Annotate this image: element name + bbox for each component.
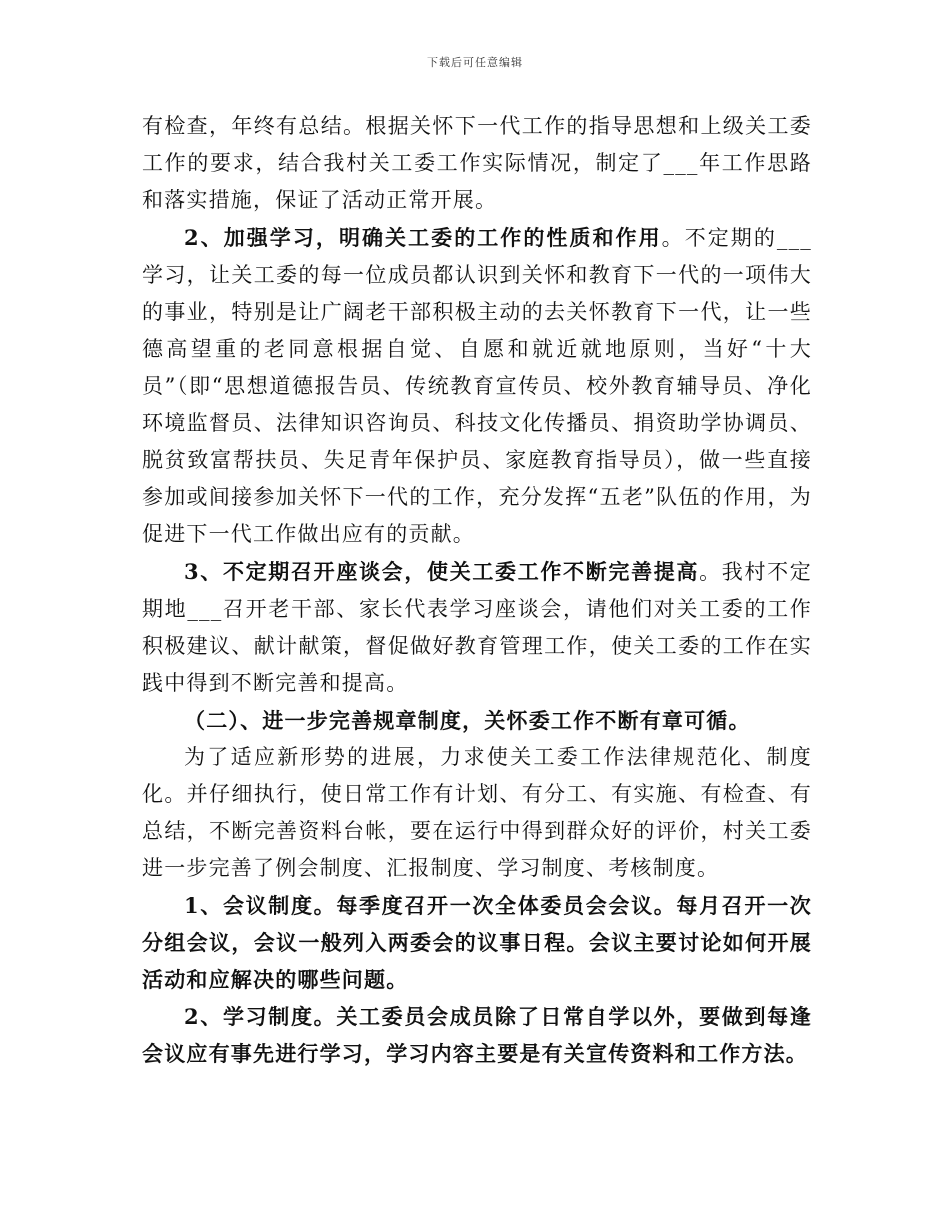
document-body xyxy=(142,108,812,1072)
paragraph-text: 。不定期的___学习，让关工委的每一位成员都认识到关怀和教育下一代的一项伟大的事业，特别是让广阔老干部积极主动的去关怀教育下一代，让一些德高望重的老同意根据自觉、自愿和就近就地原则，当好“十大员”（即“思想道德报告员、传统教育宣传员、校外教育辅导员、净化环境监督员、法律知识咨询员、科技文化传播员、捐资助学协调员、脱贫致富帮扶员、失足青年保护员、家庭教育指导员），做一些直接参加或间接参加关怀下一代的工作，充分发挥“五老”队伍的作用，为促进下一代工作做出应有的贡献。 xyxy=(142,226,813,546)
page-header: 下载后可任意编辑 xyxy=(427,56,523,69)
paragraph-study xyxy=(142,219,812,553)
paragraph-lead: 3、不定期召开座谈会，使关工委工作不断完善提高 xyxy=(184,559,700,584)
paragraph-text: 为了适应新形势的进展，力求使关工委工作法律规范化、制度化。并仔细执行，使日常工作有计划、有分工、有实施、有检查、有总结，不断完善资料台帐，要在运行中得到群众好的评价，村关工委进一步完善了例会制度、汇报制度、学习制度、考核制度。 xyxy=(142,745,812,880)
paragraph-regulations xyxy=(142,739,812,887)
paragraph-lead: 2、加强学习，明确关工委的工作的性质和作用 xyxy=(184,225,662,250)
paragraph-meeting-system: 1、会议制度。每季度召开一次全体委员会会议。每月召开一次分组会议，会议一般列入两委会的议事日程。会议主要讨论如何开展活动和应解决的哪些问题。 xyxy=(142,893,812,992)
paragraph-text: 有检查，年终有总结。根据关怀下一代工作的指导思想和上级关工委工作的要求，结合我村关工委工作实际情况，制定了___年工作思路和落实措施，保证了活动正常开展。 xyxy=(142,114,812,212)
paragraph-study-system: 2、学习制度。关工委员会成员除了日常自学以外，要做到每逢会议应有事先进行学习，学习内容主要是有关宣传资料和工作方法。 xyxy=(142,1004,812,1066)
paragraph-symposium xyxy=(142,553,812,702)
section-heading: （二）、进一步完善规章制度，关怀委工作不断有章可循。 xyxy=(184,708,751,733)
paragraph-continuation xyxy=(142,108,812,219)
paragraph-text: 。我村不定期地___召开老干部、家长代表学习座谈会，请他们对关工委的工作积极建议、献计献策，督促做好教育管理工作，使关工委的工作在实践中得到不断完善和提高。 xyxy=(142,560,813,695)
